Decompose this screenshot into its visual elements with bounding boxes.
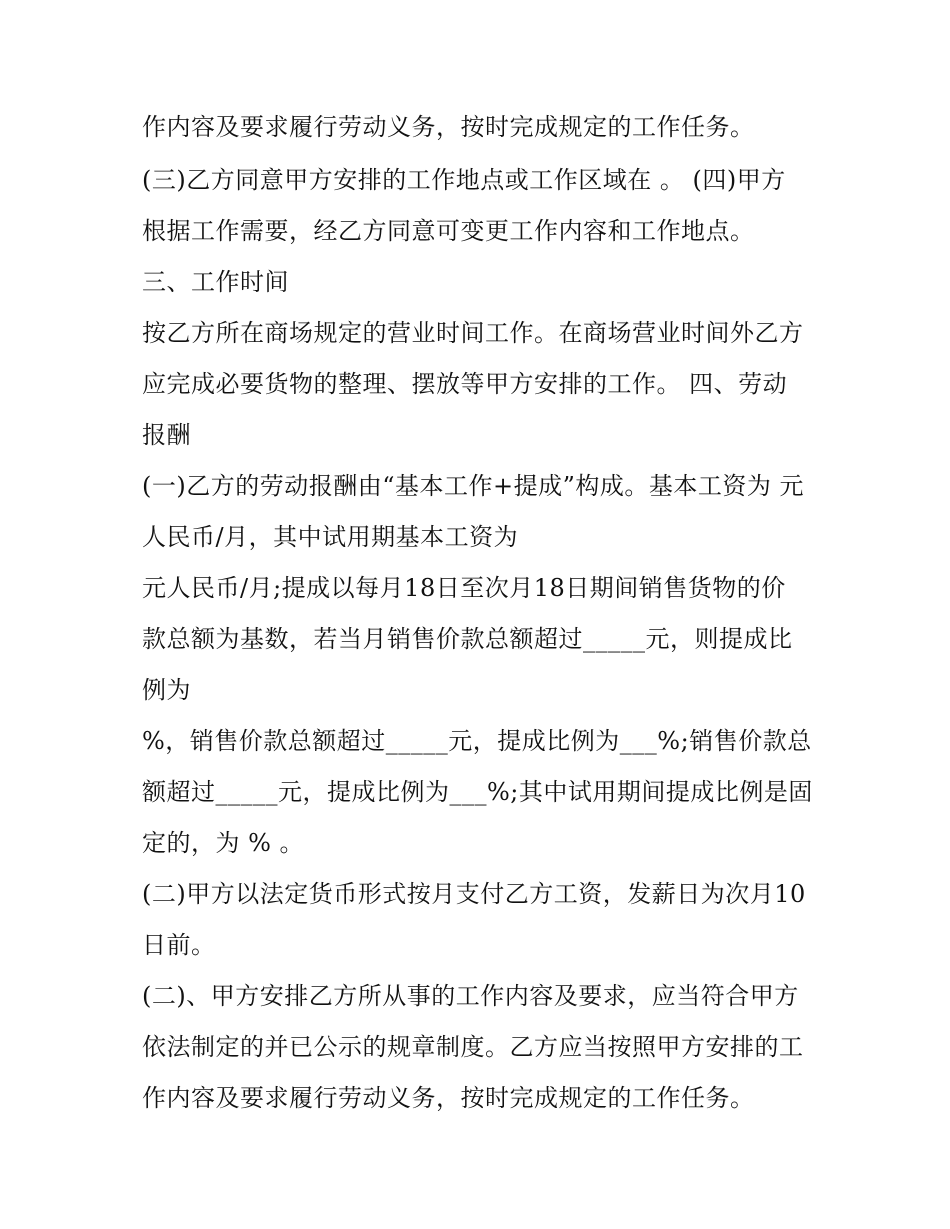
text-line: (一)乙方的劳动报酬由“基本工作+提成”构成。基本工资为 元: [142, 472, 805, 500]
text-line: 依法制定的并已公示的规章制度。乙方应当按照甲方安排的工: [142, 1033, 804, 1061]
text-line: 款总额为基数，若当月销售价款总额超过_____元，则提成比: [142, 625, 793, 653]
text-line: (二)甲方以法定货币形式按月支付乙方工资，发薪日为次月10: [142, 880, 806, 908]
text-line: 日前。: [142, 931, 216, 959]
section-heading: 三、工作时间: [142, 268, 289, 296]
text-line: 作内容及要求履行劳动义务，按时完成规定的工作任务。: [142, 1084, 755, 1112]
text-line: 作内容及要求履行劳动义务，按时完成规定的工作任务。: [142, 113, 755, 141]
text-line: 报酬: [142, 421, 191, 449]
text-line: 根据工作需要，经乙方同意可变更工作内容和工作地点。: [142, 217, 755, 245]
text-line: 额超过_____元，提成比例为___%;其中试用期间提成比例是固: [142, 778, 813, 806]
text-line: (二)、甲方安排乙方所从事的工作内容及要求，应当符合甲方: [142, 982, 799, 1010]
text-line: 元人民币/月;提成以每月18日至次月18日期间销售货物的价: [142, 574, 786, 602]
text-line: 按乙方所在商场规定的营业时间工作。在商场营业时间外乙方: [142, 319, 804, 347]
text-line: (三)乙方同意甲方安排的工作地点或工作区域在 。 (四)甲方: [142, 166, 786, 194]
text-line: 定的，为 % 。: [142, 829, 305, 857]
text-line: %，销售价款总额超过_____元，提成比例为___%;销售价款总: [142, 727, 812, 755]
text-line: 人民币/月，其中试用期基本工资为: [142, 523, 519, 551]
text-line: 例为: [142, 676, 191, 704]
text-line: 应完成必要货物的整理、摆放等甲方安排的工作。 四、劳动: [142, 370, 788, 398]
